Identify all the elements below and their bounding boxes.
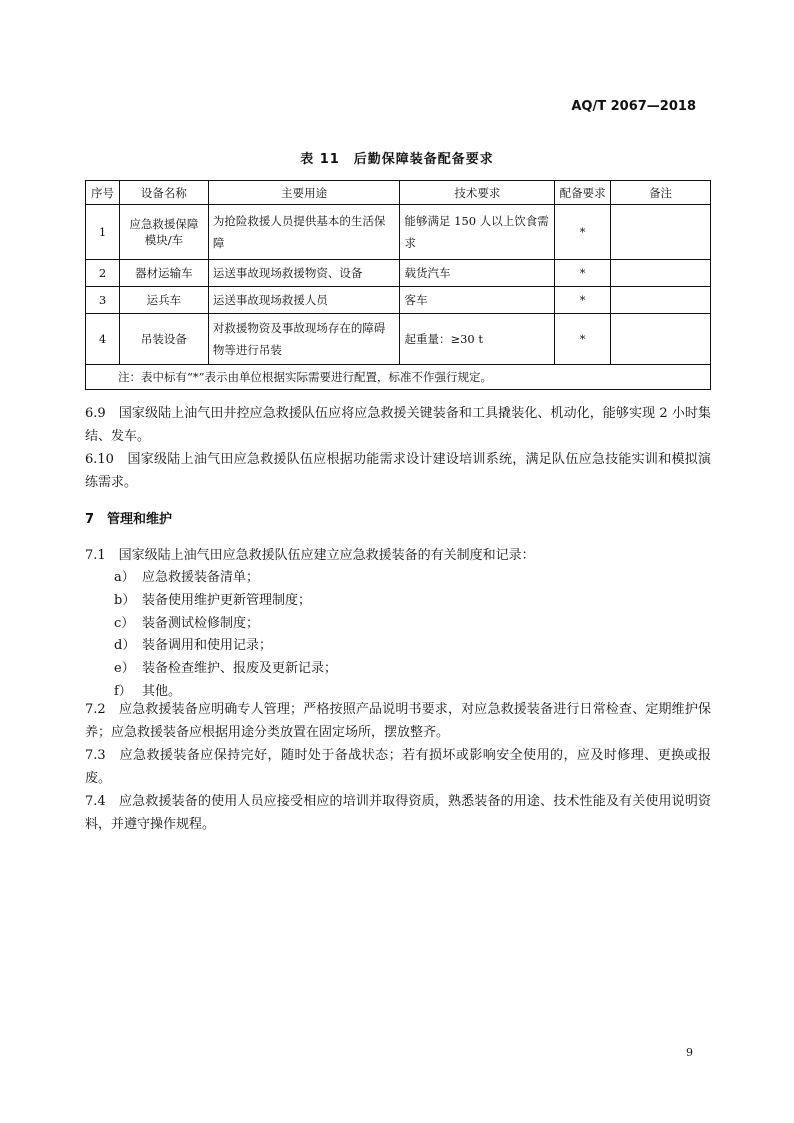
cell-use: 对救援物资及事故现场存在的障碍物等进行吊装 <box>208 314 400 365</box>
paragraph-7-1-block <box>85 544 711 567</box>
list-text: 装备检查维护、报废及更新记录； <box>142 661 338 677</box>
equipment-table <box>85 180 711 390</box>
record-list <box>114 567 337 704</box>
table-note: 注：表中标有“*”表示由单位根据实际需要进行配置，标准不作强行规定。 <box>86 365 711 390</box>
cell-remark <box>611 205 711 260</box>
clauses-7-2-to-7-4 <box>85 698 711 836</box>
list-text: 装备测试检修制度； <box>142 615 260 631</box>
standard-code: AQ/T 2067—2018 <box>571 99 696 114</box>
header-name: 设备名称 <box>119 181 208 205</box>
cell-tech: 能够满足 150 人以上饮食需求 <box>400 205 555 260</box>
table-row <box>86 287 711 314</box>
paragraph-7-3: 7.3 应急救援装备应保持完好，随时处于备战状态；若有损坏或影响安全使用的，应及时修理、更换或报废。 <box>85 748 711 786</box>
paragraph-6-9: 6.9 国家级陆上油气田井控应急救援队伍应将应急救援关键装备和工具撬装化、机动化，能够实现 2 小时集结、发车。 <box>85 406 711 444</box>
list-text: 其他。 <box>142 683 182 699</box>
header-remark: 备注 <box>611 181 711 205</box>
table-title: 表 11 后勤保障装备配备要求 <box>300 152 494 167</box>
list-item <box>114 658 337 681</box>
list-item <box>114 567 337 590</box>
table-header-row <box>86 181 711 205</box>
header-tech: 技术要求 <box>400 181 555 205</box>
cell-no: 4 <box>86 314 120 365</box>
cell-remark <box>611 314 711 365</box>
cell-no: 1 <box>86 205 120 260</box>
cell-req: * <box>555 314 611 365</box>
header-use: 主要用途 <box>208 181 400 205</box>
cell-tech: 客车 <box>400 287 555 314</box>
cell-use: 运送事故现场救援物资、设备 <box>208 260 400 287</box>
list-text: 应急救援装备清单； <box>142 570 260 585</box>
clause-6-paragraphs <box>85 402 711 494</box>
list-marker: d） <box>114 638 136 654</box>
cell-name: 吊装设备 <box>119 314 208 365</box>
cell-req: * <box>555 287 611 314</box>
paragraph-7-2: 7.2 应急救援装备应明确专人管理；严格按照产品说明书要求，对应急救援装备进行日常检查、定期维护保养；应急救援装备应根据用途分类放置在固定场所，摆放整齐。 <box>85 702 711 740</box>
cell-no: 2 <box>86 260 120 287</box>
paragraph-7-4: 7.4 应急救援装备的使用人员应接受相应的培训并取得资质，熟悉装备的用途、技术性能及有关使用说明资料，并遵守操作规程。 <box>85 794 711 832</box>
page-number: 9 <box>686 1046 693 1059</box>
header-no: 序号 <box>86 181 120 205</box>
list-item <box>114 613 337 636</box>
list-item <box>114 590 337 613</box>
list-item <box>114 635 337 658</box>
table-row <box>86 314 711 365</box>
list-text: 装备使用维护更新管理制度； <box>142 592 312 608</box>
section-7-heading: 7 管理和维护 <box>85 512 173 527</box>
cell-use: 为抢险救援人员提供基本的生活保障 <box>208 205 400 260</box>
cell-remark <box>611 287 711 314</box>
cell-req: * <box>555 205 611 260</box>
list-marker: e） <box>114 661 135 677</box>
cell-tech: 起重量：≥30 t <box>400 314 555 365</box>
cell-name: 应急救援保障模块/车 <box>119 205 208 260</box>
table-note-row <box>86 365 711 390</box>
cell-name: 运兵车 <box>119 287 208 314</box>
list-marker: b） <box>114 592 136 608</box>
list-marker: f） <box>114 683 132 699</box>
cell-tech: 载货汽车 <box>400 260 555 287</box>
cell-use: 运送事故现场救援人员 <box>208 287 400 314</box>
list-text: 装备调用和使用记录； <box>142 638 273 654</box>
paragraph-6-10: 6.10 国家级陆上油气田应急救援队伍应根据功能需求设计建设培训系统，满足队伍应急技能实训和模拟演练需求。 <box>85 452 711 490</box>
table-row <box>86 205 711 260</box>
header-req: 配备要求 <box>555 181 611 205</box>
cell-no: 3 <box>86 287 120 314</box>
table-row <box>86 260 711 287</box>
cell-name: 器材运输车 <box>119 260 208 287</box>
paragraph-7-1: 7.1 国家级陆上油气田应急救援队伍应建立应急救援装备的有关制度和记录： <box>85 548 535 563</box>
list-marker: c） <box>114 615 135 631</box>
cell-req: * <box>555 260 611 287</box>
list-marker: a） <box>114 570 135 585</box>
cell-remark <box>611 260 711 287</box>
